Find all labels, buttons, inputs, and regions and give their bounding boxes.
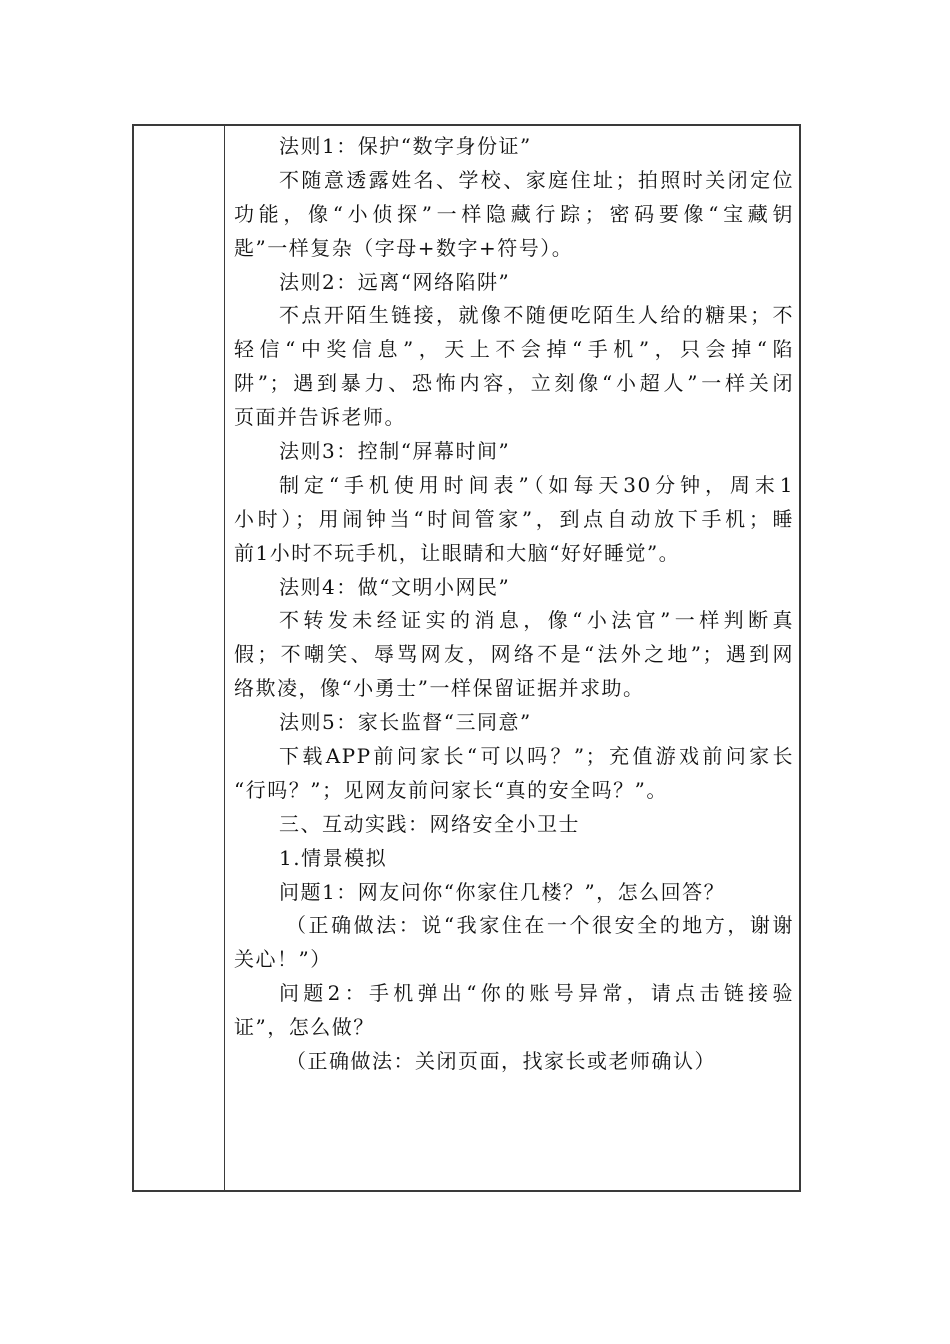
paragraph-line: 络欺凌，像“小勇士”一样保留证据并求助。 [234,676,645,701]
paragraph-line: 不转发未经证实的消息，像“小法官”一样判断真 [279,608,794,633]
paragraph-line: 前1小时不玩手机，让眼睛和大脑“好好睡觉”。 [234,540,681,565]
table-content-cell [234,130,794,1079]
paragraph-line: “行吗？”；见网友前问家长“真的安全吗？”。 [234,777,668,802]
rule-3-heading: 法则3：控制“屏幕时间” [279,439,511,464]
paragraph-line: 不随意透露姓名、学校、家庭住址；拍照时关闭定位 [279,167,794,192]
paragraph-line: 轻信“中奖信息”，天上不会掉“手机”，只会掉“陷 [234,337,794,362]
content-table [132,124,801,1192]
paragraph-line: 小时）；用闹钟当“时间管家”，到点自动放下手机；睡 [234,506,794,531]
answer-1-continued: 关心！”） [234,947,332,972]
rule-4-heading: 法则4：做“文明小网民” [279,574,511,599]
rule-5-heading: 法则5：家长监督“三同意” [279,710,532,735]
paragraph-line: 假；不嘲笑、辱骂网友，网络不是“法外之地”；遇到网 [234,642,794,667]
question-1: 问题1：网友问你“你家住几楼？”，怎么回答？ [279,879,726,904]
question-2-continued: 证”，怎么做？ [234,1015,375,1040]
rule-1-heading: 法则1：保护“数字身份证” [279,134,532,158]
table-left-column [134,126,225,1190]
paragraph-line: 匙”一样复杂（字母+数字+符号）。 [234,235,574,260]
paragraph-line: 下载APP前问家长“可以吗？”；充值游戏前问家长 [279,744,794,769]
subsection-heading: 1.情景模拟 [279,845,388,870]
paragraph-line: 制定“手机使用时间表”（如每天30分钟，周末1 [279,472,794,497]
paragraph-line: 不点开陌生链接，就像不随便吃陌生人给的糖果；不 [279,303,794,328]
answer-1: （正确做法：说“我家住在一个很安全的地方，谢谢 [286,913,794,938]
paragraph-line: 功能，像“小侦探”一样隐藏行踪；密码要像“宝藏钥 [234,201,794,226]
answer-2: （正确做法：关闭页面，找家长或老师确认） [286,1049,716,1074]
section-heading: 三、互动实践：网络安全小卫士 [279,811,580,836]
paragraph-line: 页面并告诉老师。 [234,405,406,430]
question-2: 问题2：手机弹出“你的账号异常，请点击链接验 [279,981,794,1006]
paragraph-line: 阱”；遇到暴力、恐怖内容，立刻像“小超人”一样关闭 [234,371,794,396]
rule-2-heading: 法则2：远离“网络陷阱” [279,269,511,294]
